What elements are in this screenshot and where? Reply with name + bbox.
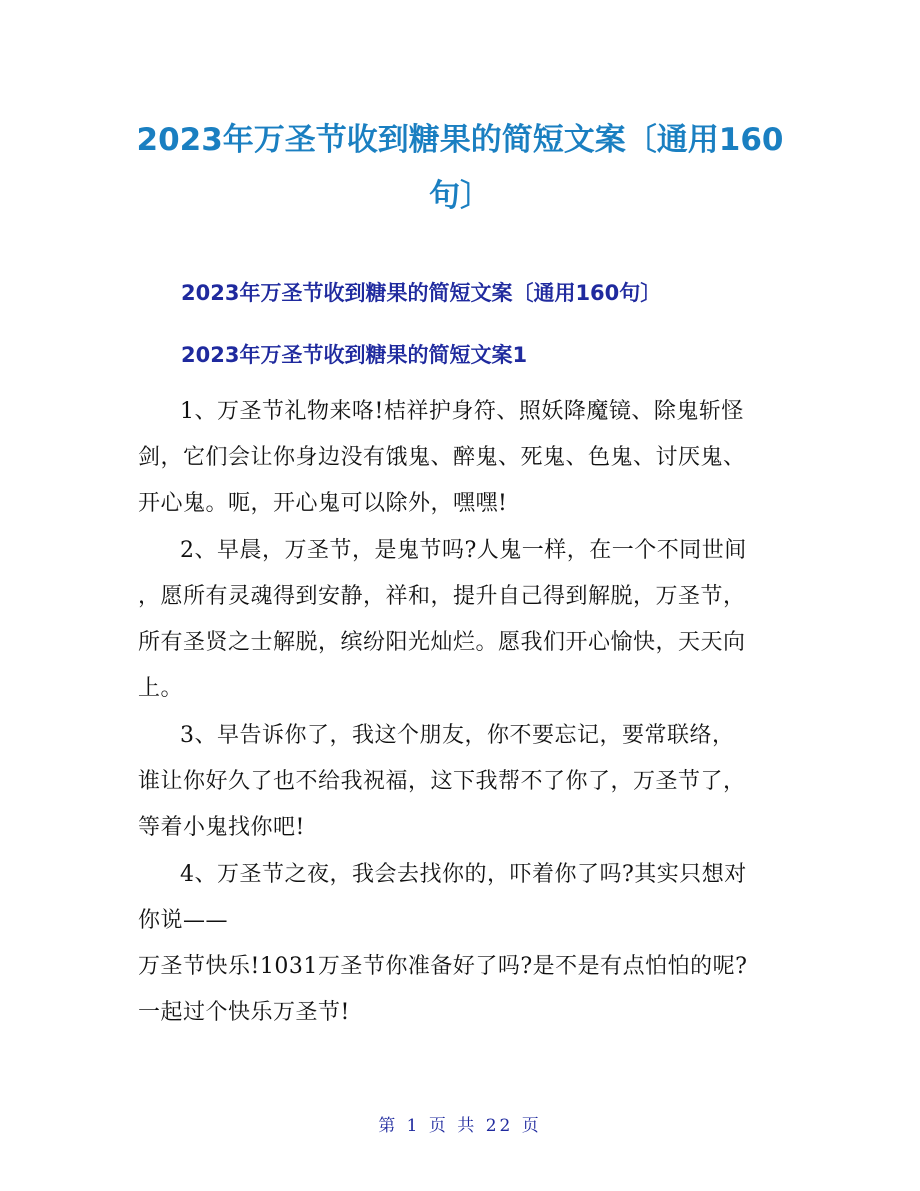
paragraph-line: 你说—— <box>138 908 229 933</box>
paragraph-line: 万圣节快乐!1031万圣节你准备好了吗?是不是有点怕怕的呢? <box>138 954 748 979</box>
paragraph-line: 3、早告诉你了，我这个朋友，你不要忘记，要常联络， <box>180 723 735 748</box>
paragraph-line: 剑，它们会让你身边没有饿鬼、醉鬼、死鬼、色鬼、讨厌鬼、 <box>138 445 746 470</box>
paragraph-3 <box>138 713 788 851</box>
title-line-2: 句〕 <box>429 178 491 214</box>
paragraph-line: 1、万圣节礼物来咯!桔祥护身符、照妖降魔镜、除鬼斩怪 <box>180 399 744 424</box>
paragraph-line: 谁让你好久了也不给我祝福，这下我帮不了你了，万圣节了， <box>138 769 746 794</box>
title-line-1: 2023年万圣节收到糖果的简短文案〔通用160 <box>136 122 784 158</box>
paragraph-line: 所有圣贤之士解脱，缤纷阳光灿烂。愿我们开心愉快，天天向 <box>138 630 746 655</box>
paragraph-line: 4、万圣节之夜，我会去找你的，吓着你了吗?其实只想对 <box>180 862 747 887</box>
paragraph-line: ，愿所有灵魂得到安静，祥和，提升自己得到解脱，万圣节， <box>138 584 746 609</box>
paragraph-line: 等着小鬼找你吧! <box>138 815 305 840</box>
paragraph-4 <box>138 852 788 1036</box>
paragraph-2 <box>138 528 788 712</box>
paragraph-line: 2、早晨，万圣节，是鬼节吗?人鬼一样，在一个不同世间 <box>180 538 747 563</box>
subheading-section-1: 2023年万圣节收到糖果的简短文案1 <box>181 343 528 367</box>
document-title <box>120 112 800 224</box>
paragraph-line: 一起过个快乐万圣节! <box>138 1000 350 1025</box>
page-footer: 第 1 页 共 22 页 <box>378 1116 542 1136</box>
paragraph-1 <box>138 389 788 527</box>
paragraph-line: 开心鬼。呃，开心鬼可以除外，嘿嘿! <box>138 491 508 516</box>
subheading-main: 2023年万圣节收到糖果的简短文案〔通用160句〕 <box>181 281 662 305</box>
paragraph-line: 上。 <box>138 676 184 701</box>
